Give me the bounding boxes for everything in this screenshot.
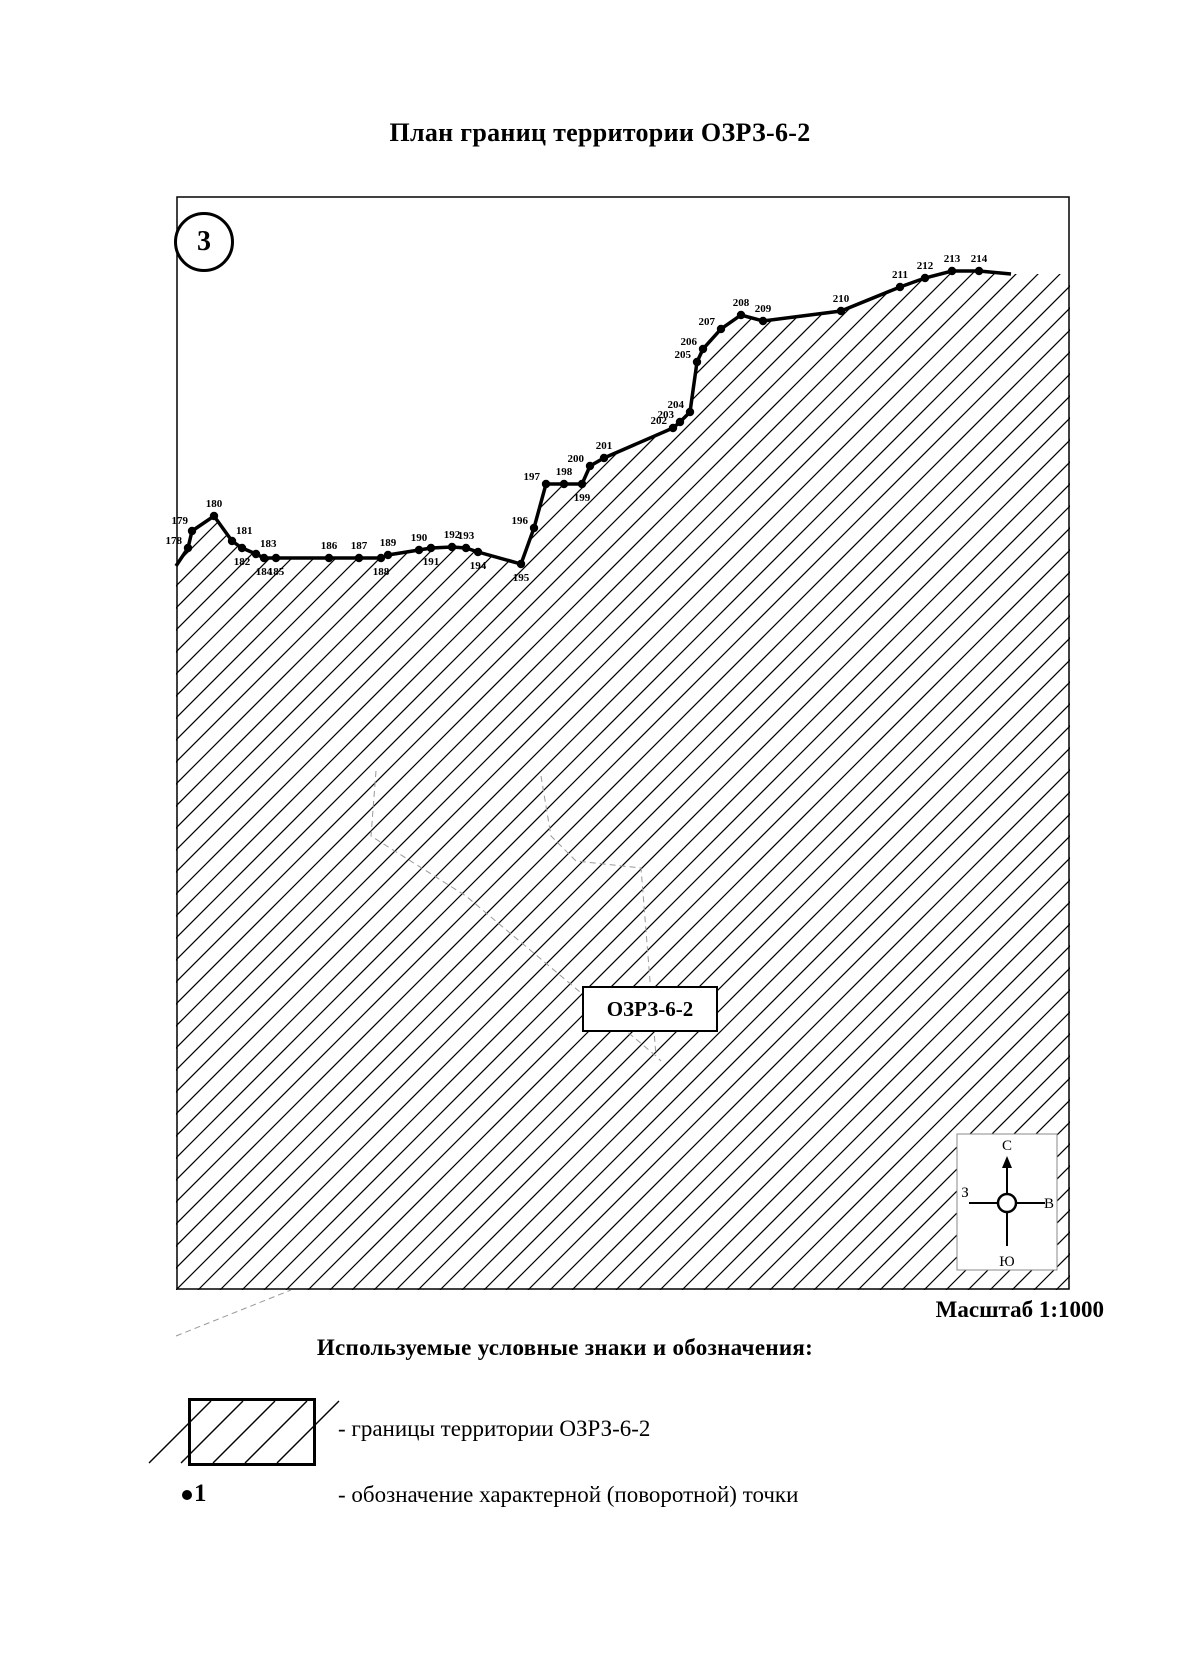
boundary-point-label-195: 195 <box>512 572 530 584</box>
boundary-point-label-211: 211 <box>892 269 908 281</box>
boundary-point-184 <box>260 554 268 562</box>
boundary-point-label-208: 208 <box>732 297 750 309</box>
boundary-point-182 <box>238 544 246 552</box>
boundary-point-label-194: 194 <box>469 560 487 572</box>
boundary-point-label-200: 200 <box>567 453 584 465</box>
boundary-point-208 <box>737 311 745 319</box>
boundary-point-label-185: 185 <box>267 566 285 578</box>
boundary-point-label-212: 212 <box>916 260 934 272</box>
boundary-point-211 <box>896 283 904 291</box>
boundary-point-190 <box>415 546 423 554</box>
boundary-point-199 <box>578 480 586 488</box>
boundary-point-label-199: 199 <box>573 492 591 504</box>
boundary-point-185 <box>272 554 280 562</box>
boundary-point-183 <box>252 550 260 558</box>
hatch-line <box>1078 196 1200 1290</box>
boundary-point-194 <box>474 548 482 556</box>
boundary-point-label-187: 187 <box>350 540 368 552</box>
boundary-point-label-207: 207 <box>698 316 715 328</box>
compass-south: Ю <box>999 1254 1015 1270</box>
hatch-line <box>1100 196 1200 1290</box>
boundary-point-180 <box>210 512 218 520</box>
boundary-point-201 <box>600 454 608 462</box>
boundary-point-label-182: 182 <box>233 556 251 568</box>
sheet-number-badge: 3 <box>174 212 234 272</box>
compass-west: З <box>961 1185 969 1201</box>
hatch-line <box>0 196 170 1290</box>
boundary-point-193 <box>462 544 470 552</box>
boundary-point-179 <box>188 527 196 535</box>
hatch-line <box>1056 196 1200 1290</box>
boundary-point-205 <box>693 358 701 366</box>
boundary-point-213 <box>948 267 956 275</box>
boundary-point-label-213: 213 <box>943 253 961 265</box>
boundary-point-label-193: 193 <box>457 530 475 542</box>
map-frame <box>165 196 1070 1290</box>
point-dot-icon <box>182 1490 192 1500</box>
boundary-point-label-206: 206 <box>680 336 697 348</box>
boundary-point-207 <box>717 325 725 333</box>
boundary-point-label-202: 202 <box>650 415 667 427</box>
boundary-point-label-197: 197 <box>523 471 540 483</box>
boundary-point-label-209: 209 <box>754 303 772 315</box>
boundary-point-195 <box>517 560 525 568</box>
boundary-point-label-210: 210 <box>832 293 850 305</box>
zone-label: ОЗРЗ-6-2 <box>582 986 718 1032</box>
boundary-point-202 <box>669 424 677 432</box>
legend-item-zone-text: - границы территории ОЗРЗ-6-2 <box>338 1416 651 1441</box>
boundary-point-196 <box>530 524 538 532</box>
boundary-point-191 <box>427 544 435 552</box>
boundary-point-label-183: 183 <box>260 538 277 550</box>
boundary-point-label-198: 198 <box>555 466 573 478</box>
boundary-point-210 <box>837 307 845 315</box>
boundary-point-204 <box>686 408 694 416</box>
legend-point-symbol: 1 <box>182 1480 207 1508</box>
boundary-point-label-184: 184 <box>255 566 273 578</box>
boundary-point-178 <box>184 544 192 552</box>
compass-rose <box>955 1132 1059 1272</box>
legend-hatch-swatch <box>188 1398 316 1466</box>
hatch-line <box>1144 196 1200 1290</box>
boundary-point-label-205: 205 <box>674 349 691 361</box>
boundary-point-label-180: 180 <box>205 498 223 510</box>
boundary-point-206 <box>699 345 707 353</box>
boundary-point-label-201: 201 <box>595 440 613 452</box>
boundary-point-label-203: 203 <box>657 409 674 421</box>
boundary-point-187 <box>355 554 363 562</box>
boundary-point-209 <box>759 317 767 325</box>
boundary-point-200 <box>586 462 594 470</box>
boundary-point-189 <box>384 551 392 559</box>
boundary-point-label-192: 192 <box>443 529 461 541</box>
map-canvas <box>165 196 1070 1290</box>
boundary-point-label-181: 181 <box>236 525 253 537</box>
compass-north: С <box>1001 1138 1013 1154</box>
boundary-point-186 <box>325 554 333 562</box>
hatch-line <box>1122 196 1200 1290</box>
compass-east: В <box>1043 1196 1055 1212</box>
boundary-point-label-214: 214 <box>970 253 988 265</box>
compass-center-icon <box>998 1194 1016 1212</box>
boundary-point-181 <box>228 537 236 545</box>
hatch-line <box>1166 196 1200 1290</box>
boundary-point-198 <box>560 480 568 488</box>
legend-title: Используемые условные знаки и обозначения: <box>316 1335 814 1360</box>
boundary-point-label-204: 204 <box>667 399 684 411</box>
boundary-point-212 <box>921 274 929 282</box>
legend-item-point-text: - обозначение характерной (поворотной) точки <box>338 1482 799 1507</box>
boundary-point-label-196: 196 <box>511 515 528 527</box>
hatch-line <box>1188 196 1200 1290</box>
map-scale: Масштаб 1:1000 <box>935 1297 1104 1322</box>
page-title: План границ территории ОЗРЗ-6-2 <box>389 118 811 147</box>
boundary-point-label-190: 190 <box>410 532 428 544</box>
boundary-point-label-179: 179 <box>171 515 188 527</box>
boundary-point-192 <box>448 543 456 551</box>
boundary-point-label-189: 189 <box>379 537 397 549</box>
boundary-point-203 <box>676 418 684 426</box>
boundary-point-214 <box>975 267 983 275</box>
boundary-point-label-186: 186 <box>320 540 338 552</box>
boundary-point-197 <box>542 480 550 488</box>
boundary-point-label-191: 191 <box>422 556 440 568</box>
hatch-line <box>0 196 192 1290</box>
boundary-point-label-188: 188 <box>372 566 390 578</box>
boundary-point-label-178: 178 <box>165 535 182 547</box>
